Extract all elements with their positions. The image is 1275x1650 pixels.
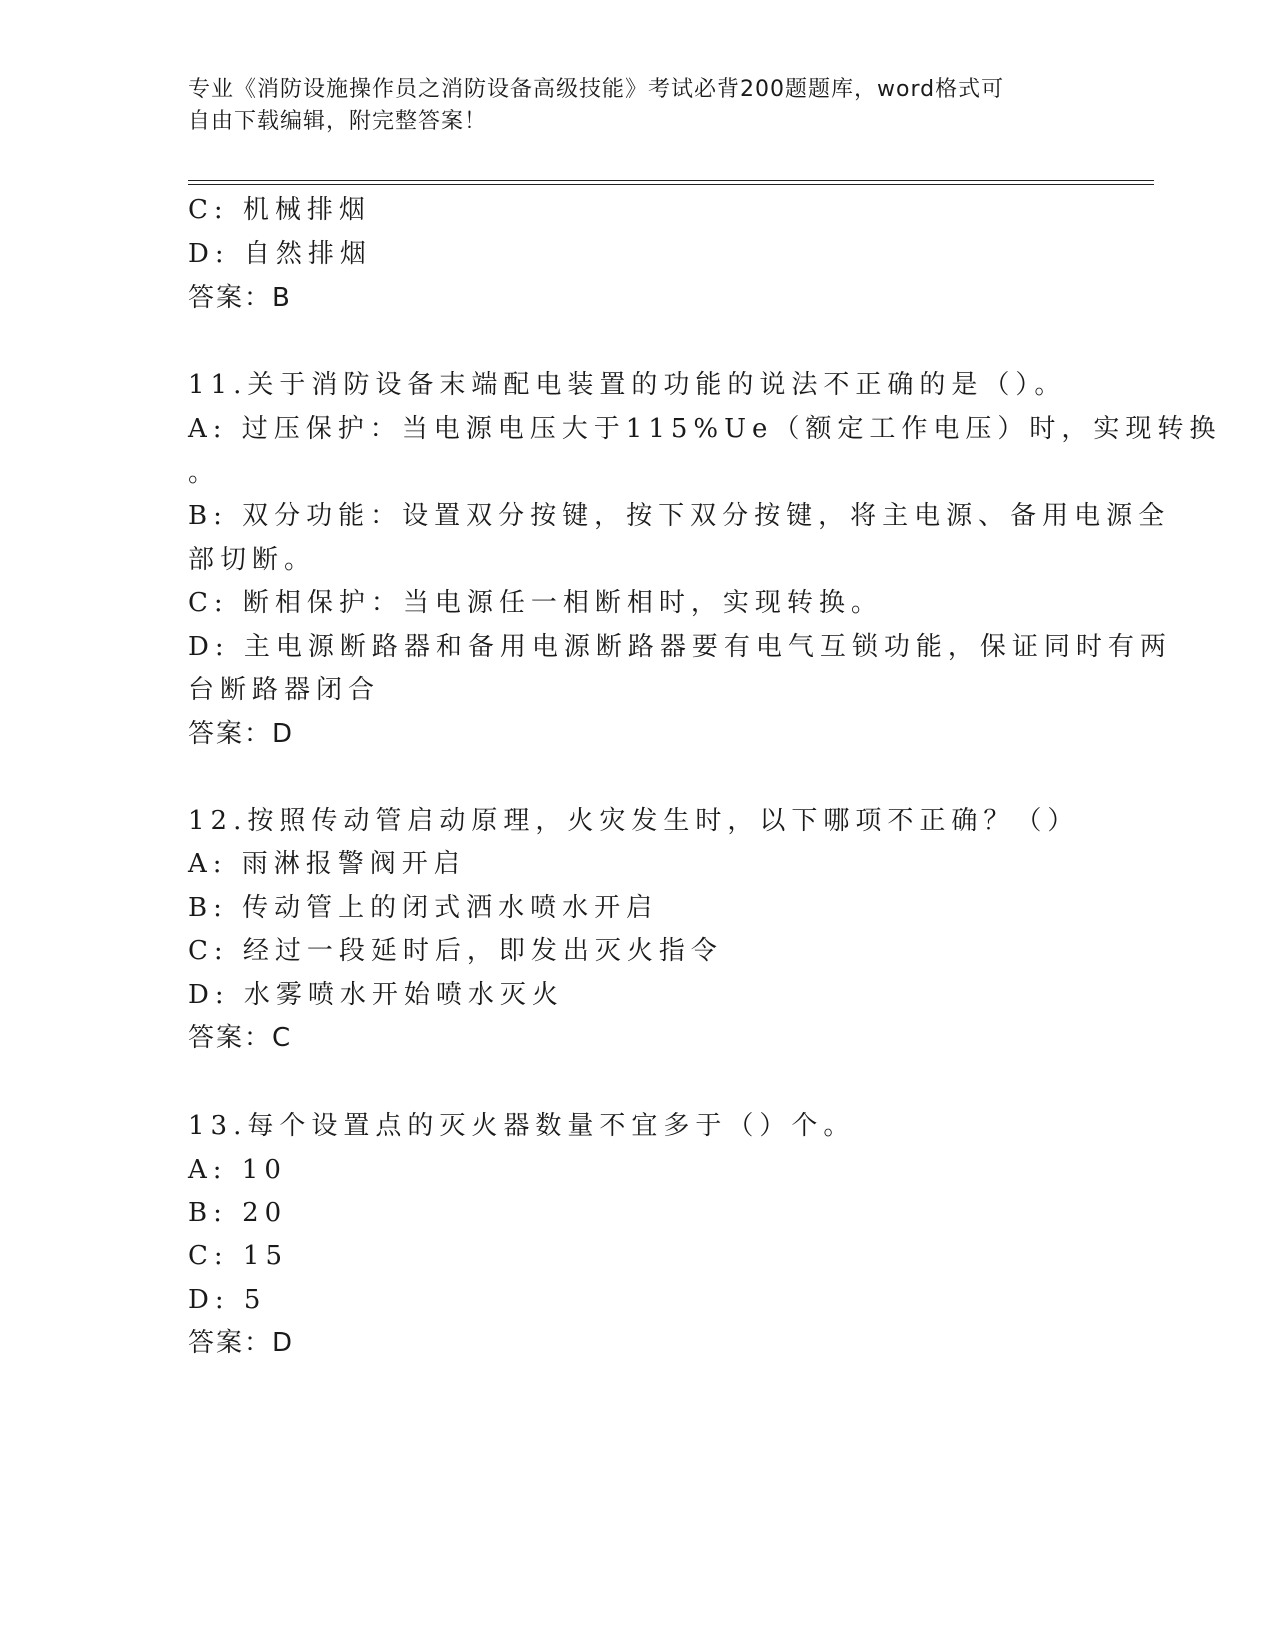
header-line-2: 自由下载编辑，附完整答案！	[188, 109, 488, 134]
q11-option-b: B: 双分功能：设置双分按键，按下双分按键，将主电源、备用电源全	[188, 501, 1171, 531]
q12-option-c: C: 经过一段延时后，即发出灭火指令	[188, 936, 723, 966]
q11-option-c: C: 断相保护：当电源任一相断相时，实现转换。	[188, 588, 883, 618]
q12-answer: 答案：C	[188, 1023, 293, 1053]
prev-option-d: D: 自然排烟	[188, 239, 372, 269]
q13-option-b: B: 20	[188, 1198, 288, 1228]
q13-answer: 答案：D	[188, 1328, 295, 1358]
header-divider-bottom	[188, 184, 1154, 185]
q12-option-b: B: 传动管上的闭式洒水喷水开启	[188, 893, 659, 923]
q12-stem: 12.按照传动管启动原理，火灾发生时，以下哪项不正确？（）	[188, 806, 1080, 836]
q11-option-d-cont: 台断路器闭合	[188, 675, 381, 705]
q12-option-d: D: 水雾喷水开始喷水灭火	[188, 980, 564, 1010]
q11-stem: 11.关于消防设备末端配电装置的功能的说法不正确的是（）。	[188, 370, 1067, 400]
q11-option-a: A: 过压保护：当电源电压大于115%Ue（额定工作电压）时，实现转换	[188, 414, 1222, 444]
prev-option-c: C: 机械排烟	[188, 195, 371, 225]
document-header	[188, 74, 1088, 138]
q13-option-a: A: 10	[188, 1155, 287, 1185]
q13-option-c: C: 15	[188, 1241, 289, 1271]
q11-option-d: D: 主电源断路器和备用电源断路器要有电气互锁功能，保证同时有两	[188, 632, 1172, 662]
q11-option-b-cont: 部切断。	[188, 545, 317, 575]
header-divider-top	[188, 180, 1154, 181]
q13-option-d: D: 5	[188, 1285, 267, 1315]
prev-answer: 答案：B	[188, 283, 292, 313]
q12-option-a: A: 雨淋报警阀开启	[188, 849, 466, 879]
q13-stem: 13.每个设置点的灭火器数量不宜多于（）个。	[188, 1111, 856, 1141]
header-line-1: 专业《消防设施操作员之消防设备高级技能》考试必背200题题库，word格式可	[188, 77, 1005, 102]
q11-answer: 答案：D	[188, 719, 295, 749]
q11-option-a-cont: 。	[188, 458, 221, 488]
